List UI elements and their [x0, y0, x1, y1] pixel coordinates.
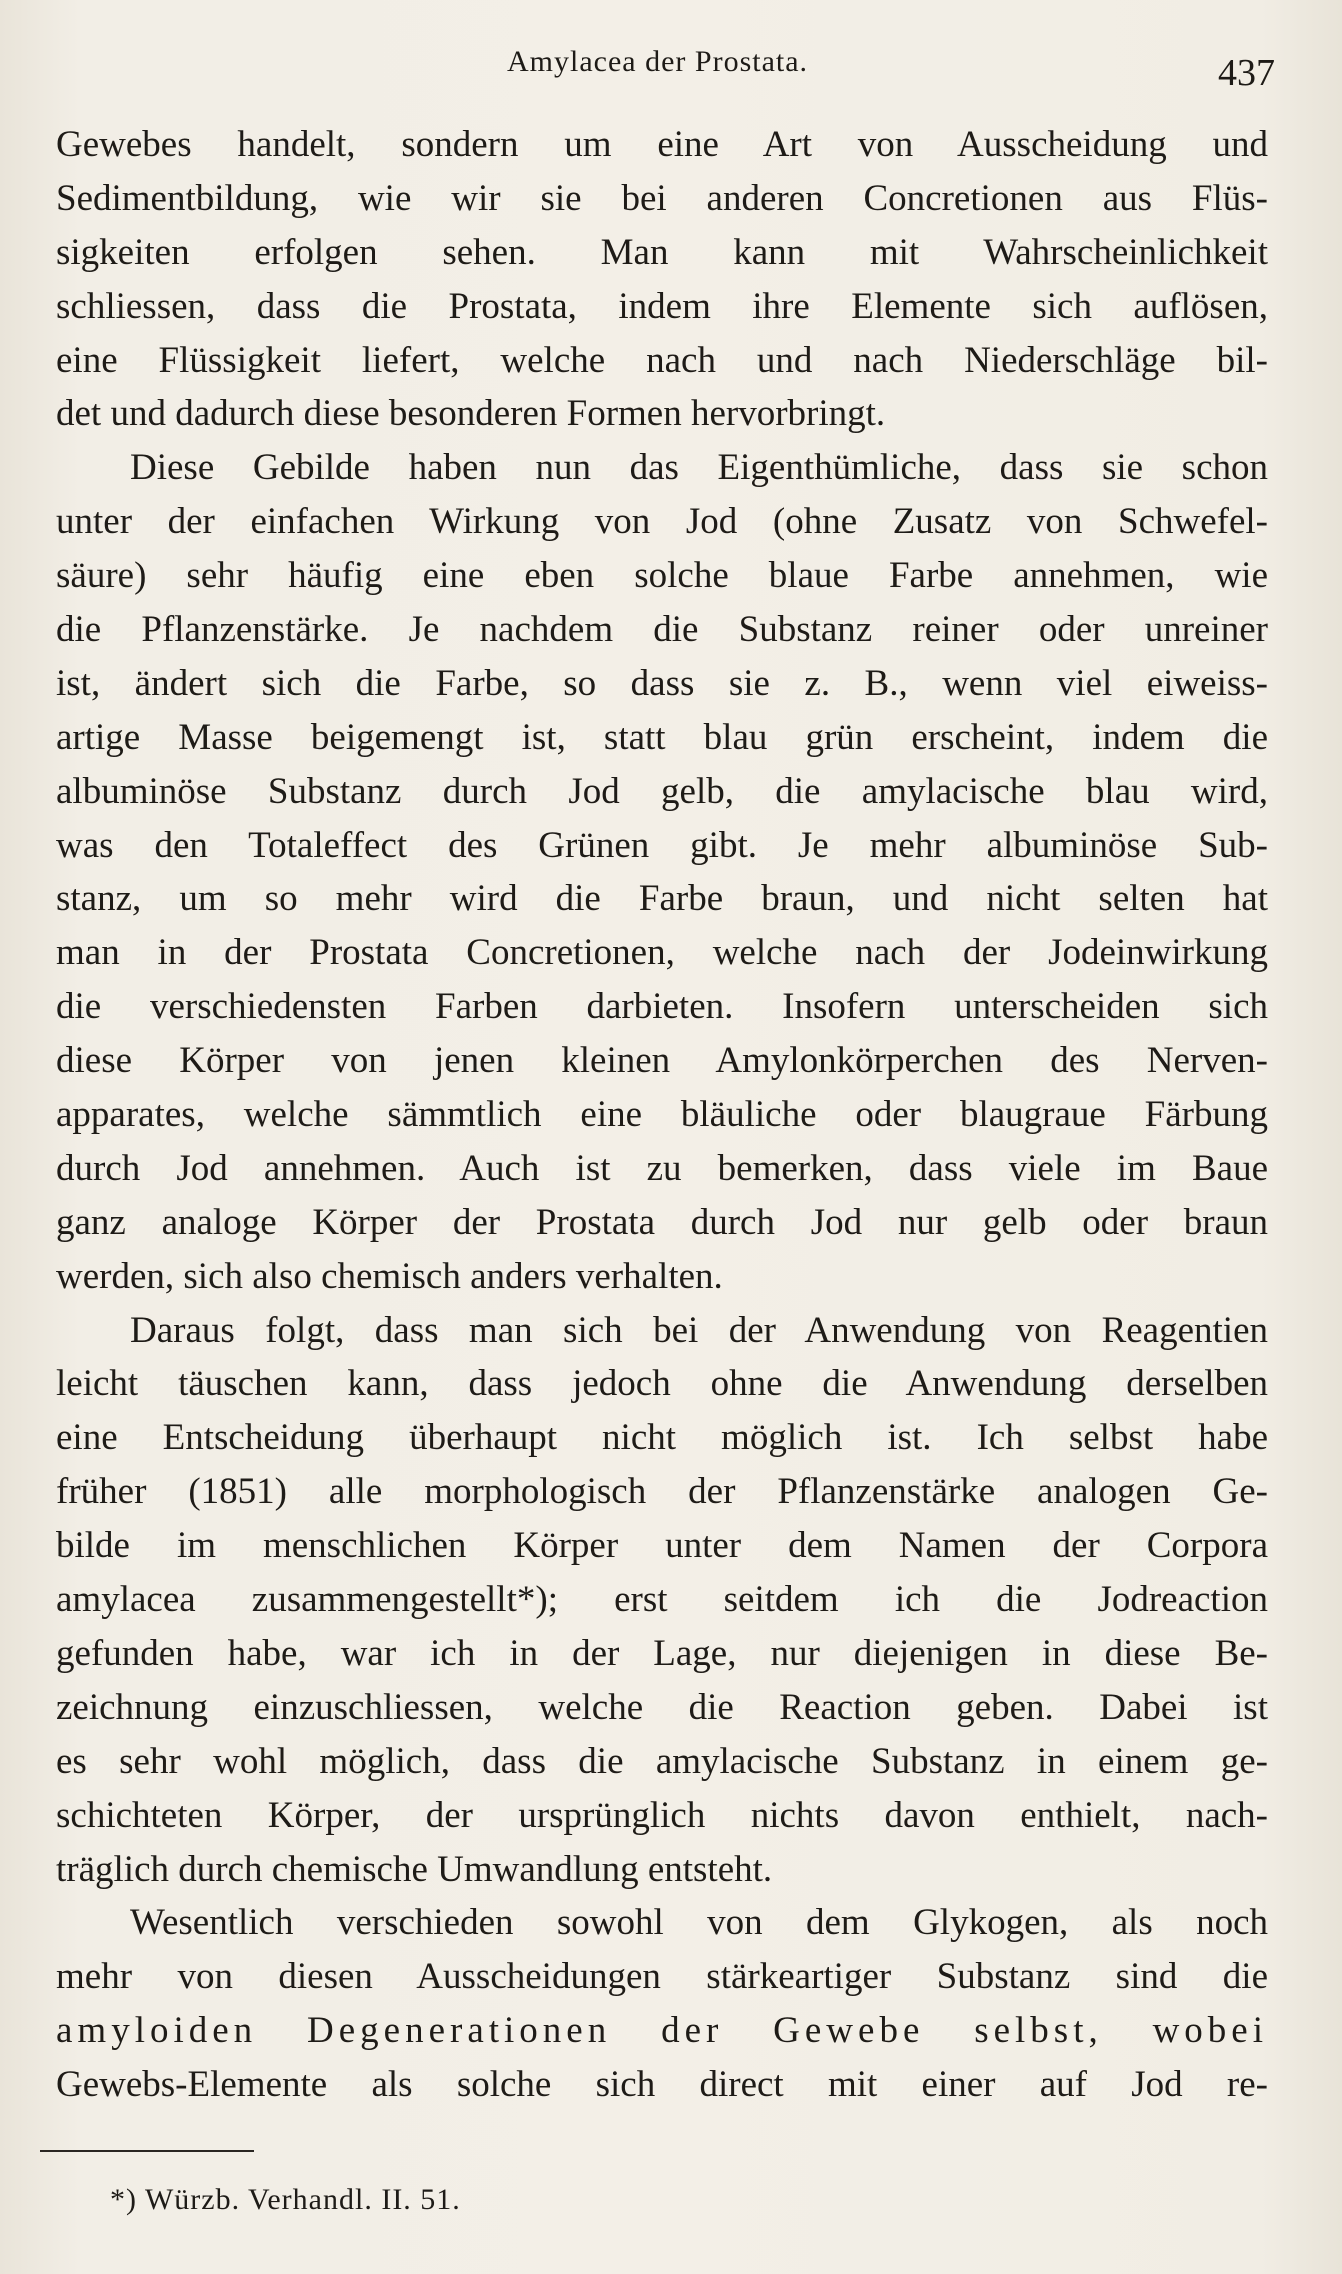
text-line: die verschiedensten Farben darbieten. Insofern unterscheiden sich — [56, 986, 1268, 1028]
text-line: zeichnung einzuschliessen, welche die Reaction geben. Dabei ist — [56, 1686, 1268, 1728]
text-line: werden, sich also chemisch anders verhalten. — [56, 1255, 723, 1297]
text-line: diese Körper von jenen kleinen Amylonkörperchen des Nerven- — [56, 1040, 1268, 1082]
text-line: det und dadurch diese besonderen Formen hervorbringt. — [56, 393, 886, 435]
text-line: sigkeiten erfolgen sehen. Man kann mit Wahrscheinlichkeit — [56, 231, 1268, 273]
text-line: amyloiden Degenerationen der Gewebe selbst, wobei — [56, 2010, 1268, 2052]
footnote-divider — [40, 2150, 254, 2152]
text-line: schichteten Körper, der ursprünglich nichts davon enthielt, nach- — [56, 1794, 1268, 1836]
text-line: Gewebs-Elemente als solche sich direct mit einer auf Jod re- — [56, 2064, 1268, 2106]
text-line: ganz analoge Körper der Prostata durch Jod nur gelb oder braun — [56, 1201, 1268, 1243]
text-line: schliessen, dass die Prostata, indem ihre Elemente sich auflösen, — [56, 285, 1268, 327]
text-line: Sedimentbildung, wie wir sie bei anderen Concretionen aus Flüs- — [56, 177, 1268, 219]
text-line: durch Jod annehmen. Auch ist zu bemerken, dass viele im Baue — [56, 1147, 1268, 1189]
text-line: es sehr wohl möglich, dass die amylacische Substanz in einem ge- — [56, 1740, 1268, 1782]
text-line: stanz, um so mehr wird die Farbe braun, und nicht selten hat — [56, 878, 1268, 920]
text-line: unter der einfachen Wirkung von Jod (ohne Zusatz von Schwefel- — [56, 501, 1268, 543]
text-line: Diese Gebilde haben nun das Eigenthümliche, dass sie schon — [130, 447, 1268, 489]
text-line: eine Entscheidung überhaupt nicht möglich ist. Ich selbst habe — [56, 1417, 1268, 1459]
text-line: artige Masse beigemengt ist, statt blau grün erscheint, indem die — [56, 716, 1268, 758]
footnote: *) Würzb. Verhandl. II. 51. — [110, 2183, 461, 2216]
text-line: eine Flüssigkeit liefert, welche nach und nach Niederschläge bil- — [56, 339, 1268, 381]
page-number: 437 — [1218, 52, 1275, 94]
paragraph — [56, 441, 1268, 1303]
body-text — [56, 118, 1268, 2112]
text-line: mehr von diesen Ausscheidungen stärkeartiger Substanz sind die — [56, 1956, 1268, 1998]
text-line: apparates, welche sämmtlich eine bläuliche oder blaugraue Färbung — [56, 1094, 1268, 1136]
text-line: amylacea zusammengestellt*); erst seitdem ich die Jodreaction — [56, 1579, 1268, 1621]
text-line: leicht täuschen kann, dass jedoch ohne die Anwendung derselben — [56, 1363, 1268, 1405]
paragraph — [56, 118, 1268, 441]
text-line: was den Totaleffect des Grünen gibt. Je mehr albuminöse Sub- — [56, 824, 1268, 866]
text-line: bilde im menschlichen Körper unter dem Namen der Corpora — [56, 1525, 1268, 1567]
text-line: Daraus folgt, dass man sich bei der Anwendung von Reagentien — [130, 1309, 1268, 1351]
text-line: albuminöse Substanz durch Jod gelb, die amylacische blau wird, — [56, 770, 1268, 812]
text-line: ist, ändert sich die Farbe, so dass sie z. B., wenn viel eiweiss- — [56, 662, 1268, 704]
text-line: gefunden habe, war ich in der Lage, nur diejenigen in diese Be- — [56, 1632, 1268, 1674]
text-line: man in der Prostata Concretionen, welche nach der Jodeinwirkung — [56, 932, 1268, 974]
running-head-title: Amylacea der Prostata. — [507, 45, 809, 78]
paragraph — [56, 1896, 1268, 2112]
text-line: Gewebes handelt, sondern um eine Art von Ausscheidung und — [56, 124, 1268, 165]
text-line: Wesentlich verschieden sowohl von dem Glykogen, als noch — [130, 1902, 1268, 1944]
paragraph — [56, 1304, 1268, 1897]
text-line: die Pflanzenstärke. Je nachdem die Substanz reiner oder unreiner — [56, 609, 1268, 651]
text-line: früher (1851) alle morphologisch der Pflanzenstärke analogen Ge- — [56, 1471, 1268, 1513]
text-line: säure) sehr häufig eine eben solche blaue Farbe annehmen, wie — [56, 555, 1268, 597]
text-line: träglich durch chemische Umwandlung entsteht. — [56, 1848, 773, 1890]
